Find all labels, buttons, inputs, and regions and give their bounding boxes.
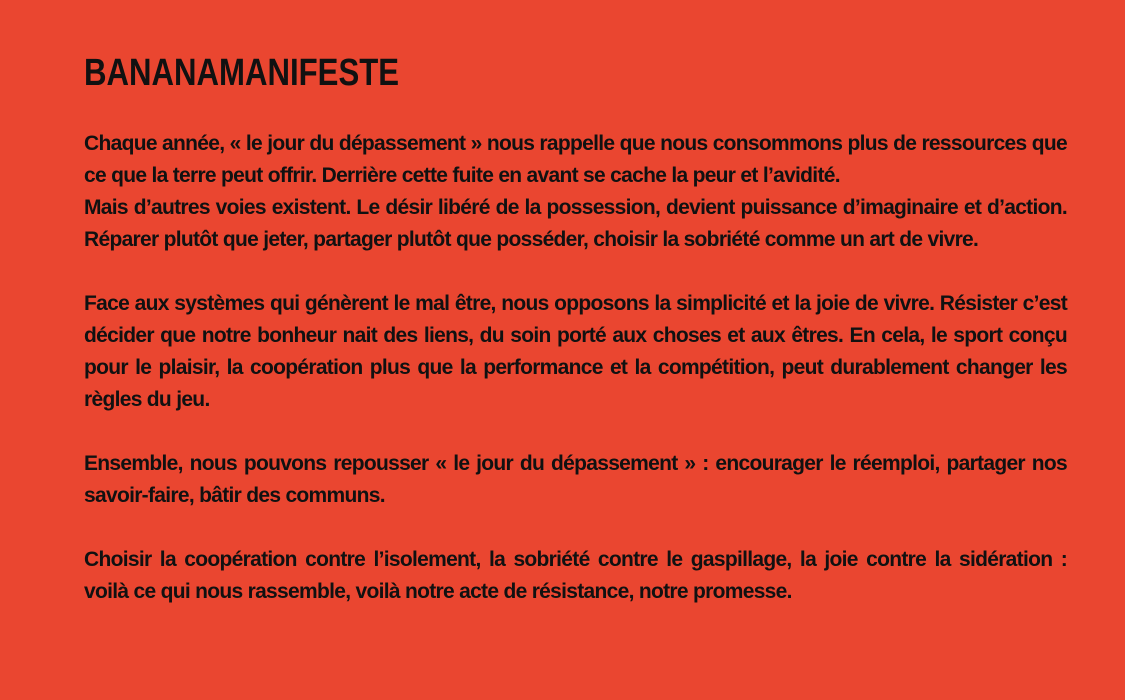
document-title: BANANAMANIFESTE — [84, 52, 400, 94]
paragraph-5: Choisir la coopération contre l’isolement, la sobriété contre le gaspillage, la joie contre la sidération : voilà ce qui nous rassemble, voilà notre acte de résistance, notre promesse. — [84, 548, 1067, 603]
paragraph-1: Chaque année, « le jour du dépassement » nous rappelle que nous consommons plus de ressources que ce que la terre peut offrir. Derrière cette fuite en avant se cache la peur et l’avidité. — [84, 132, 1067, 187]
paragraph-3: Face aux systèmes qui génèrent le mal être, nous opposons la simplicité et la joie de vivre. Résister c’est décider que notre bonheur nait des liens, du soin porté aux choses et aux êtres. En cela, le sport conçu pour le plaisir, la coopération plus que la performance et la compétition, peut durablement changer les règles du jeu. — [84, 292, 1067, 411]
paragraph-spacer — [84, 512, 1067, 544]
paragraph-spacer — [84, 256, 1067, 288]
paragraph-2: Mais d’autres voies existent. Le désir libéré de la possession, devient puissance d’imaginaire et d’action. Réparer plutôt que jeter, partager plutôt que posséder, choisir la sobriété comme un art de vivre. — [84, 196, 1067, 251]
paragraph-spacer — [84, 416, 1067, 448]
paragraph-4: Ensemble, nous pouvons repousser « le jour du dépassement » : encourager le réemploi, partager nos savoir-faire, bâtir des communs. — [84, 452, 1067, 507]
manifesto-body — [84, 128, 1067, 608]
